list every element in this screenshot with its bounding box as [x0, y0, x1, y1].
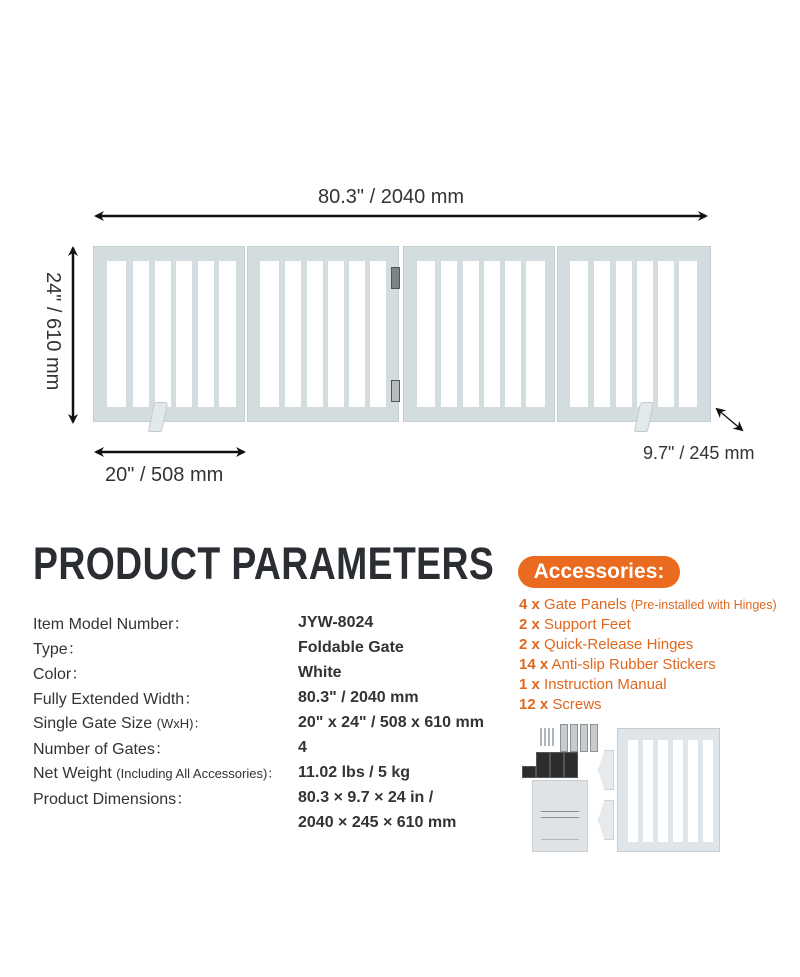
param-label: Number of Gates：	[33, 741, 171, 758]
list-item: 2 x Quick-Release Hinges	[519, 636, 694, 653]
param-value: 20" x 24" / 508 x 610 mm	[298, 713, 484, 731]
param-label: Color：	[33, 666, 88, 683]
rubber-sticker-icon	[522, 766, 536, 778]
param-value: 80.3" / 2040 mm	[298, 688, 419, 706]
table-row	[33, 685, 513, 710]
list-item: 2 x Support Feet	[519, 616, 631, 633]
param-value: 4	[298, 738, 307, 756]
support-foot-icon	[598, 800, 614, 840]
param-value: 11.02 lbs / 5 kg	[298, 763, 411, 781]
gate-illustration	[93, 246, 711, 422]
table-row	[33, 785, 513, 810]
param-label: Net Weight (Including All Accessories)：	[33, 764, 281, 782]
hinge-icon	[391, 380, 400, 402]
page-title: PRODUCT PARAMETERS	[33, 538, 495, 589]
list-item: 12 x Screws	[519, 696, 602, 713]
support-foot-icon	[598, 750, 614, 790]
table-row	[33, 710, 513, 735]
instruction-manual-icon	[532, 780, 588, 852]
table-row	[33, 735, 513, 760]
parameters-table	[33, 610, 513, 835]
rubber-sticker-icon	[564, 752, 578, 778]
gate-panel	[93, 246, 245, 422]
list-item: 14 x Anti-slip Rubber Stickers	[519, 656, 716, 673]
depth-dimension-label: 9.7" / 245 mm	[643, 443, 755, 463]
param-label: Single Gate Size (WxH)：	[33, 714, 207, 732]
param-value: 80.3 × 9.7 × 24 in /	[298, 788, 434, 806]
rubber-sticker-icon	[536, 752, 550, 778]
list-item: 4 x Gate Panels (Pre-installed with Hinges)	[519, 596, 777, 613]
rubber-sticker-icon	[550, 752, 564, 778]
table-row	[33, 635, 513, 660]
gate-panel	[403, 246, 555, 422]
param-value: White	[298, 663, 342, 681]
param-label: Product Dimensions：	[33, 791, 193, 808]
screws-icon	[540, 728, 554, 746]
list-item: 1 x Instruction Manual	[519, 676, 667, 693]
param-value: 2040 × 245 × 610 mm	[298, 813, 457, 831]
hinge-icon	[391, 267, 400, 289]
hinge-icon	[570, 724, 578, 752]
param-label: Type：	[33, 641, 84, 658]
gate-panel	[557, 246, 711, 422]
width-dimension-label: 80.3" / 2040 mm	[318, 186, 465, 208]
table-row	[33, 610, 513, 635]
table-row	[33, 760, 513, 785]
accessories-photo	[520, 722, 720, 852]
accessories-list	[519, 595, 777, 715]
table-row	[33, 660, 513, 685]
panel-width-dimension-label: 20" / 508 mm	[105, 464, 224, 486]
param-label: Item Model Number：	[33, 616, 190, 633]
hinge-icon	[590, 724, 598, 752]
table-row	[33, 810, 513, 835]
param-label: Fully Extended Width：	[33, 691, 201, 708]
param-value: Foldable Gate	[298, 638, 404, 656]
gate-panel-icon	[617, 728, 720, 852]
height-dimension-label: 24" / 610 mm	[42, 272, 64, 391]
hinge-icon	[560, 724, 568, 752]
hinge-icon	[580, 724, 588, 752]
gate-panel	[247, 246, 399, 422]
accessories-title-badge: Accessories:	[518, 556, 680, 588]
param-value: JYW-8024	[298, 613, 374, 631]
